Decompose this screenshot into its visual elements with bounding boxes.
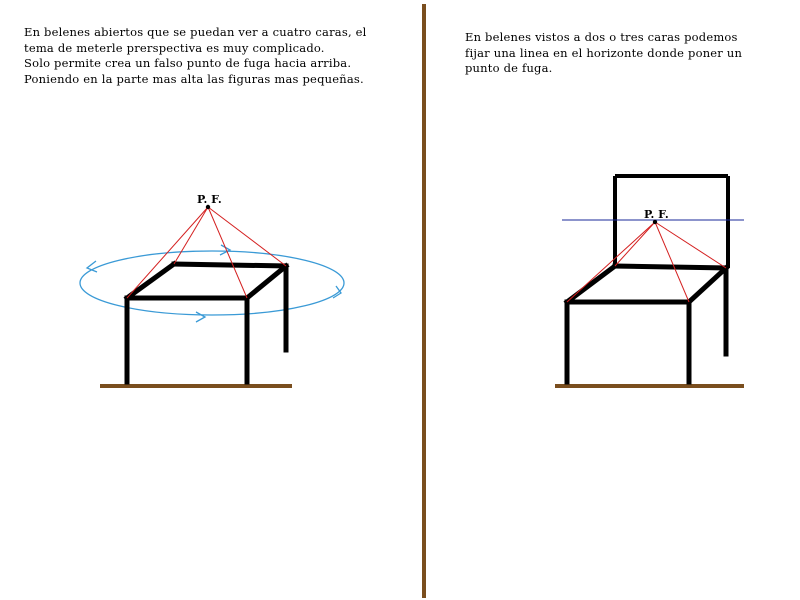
right-chair-seat xyxy=(567,266,726,382)
left-diagram xyxy=(80,193,344,386)
rotation-arrow-icon xyxy=(333,286,341,298)
rotation-ellipse xyxy=(80,251,344,315)
right-line-2: fijar una linea en el horizonte donde poner un xyxy=(465,45,743,60)
right-line-3: punto de fuga. xyxy=(465,61,553,75)
right-vanishing-point-label: P. F. xyxy=(644,208,669,221)
left-table xyxy=(127,264,286,382)
rotation-arrow-icon xyxy=(196,312,205,322)
rotation-arrow-icon xyxy=(87,261,97,272)
left-line-3: Solo permite crea un falso punto de fuga hacia arriba. xyxy=(24,56,352,70)
right-diagram xyxy=(555,176,744,386)
left-line-1: En belenes abiertos que se puedan ver a cuatro caras, el xyxy=(24,25,367,39)
left-line-2: tema de meterle prerspectiva es muy complicado. xyxy=(24,40,325,55)
right-line-1: En belenes vistos a dos o tres caras podemos xyxy=(465,30,738,44)
left-line-4: Poniendo en la parte mas alta las figuras mas pequeñas. xyxy=(24,71,364,86)
right-chair-back xyxy=(615,176,728,268)
left-vanishing-point-label: P. F. xyxy=(197,193,222,206)
